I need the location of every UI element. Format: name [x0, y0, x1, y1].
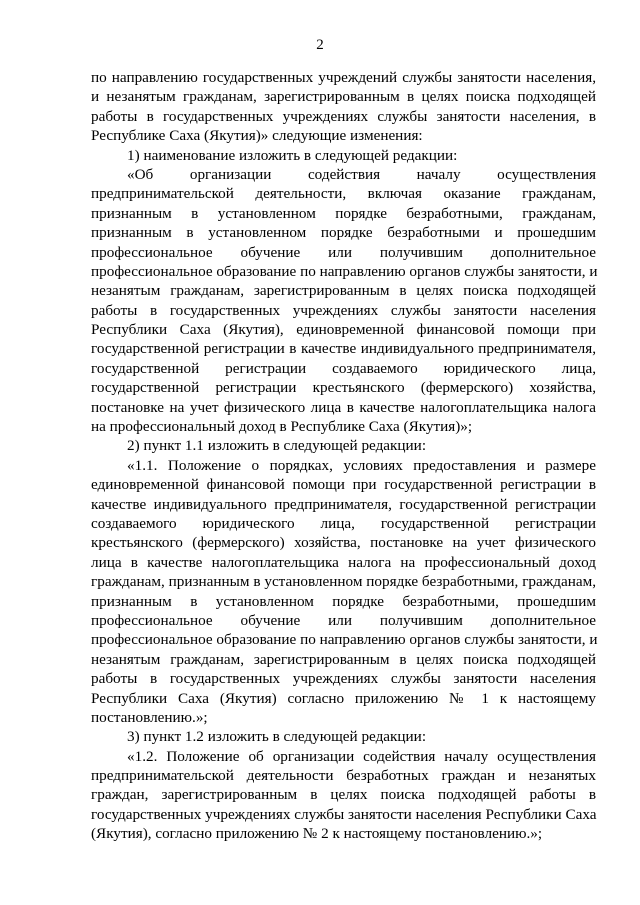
text-line: работы в государственных учреждениях службы занятости населения	[91, 670, 596, 688]
text-line: признанным в установленном порядке безработными и прошедшим	[91, 224, 596, 242]
text-line: 3) пункт 1.2 изложить в следующей редакции:	[127, 728, 427, 746]
text-line: лица в качестве налогоплательщика налога на профессиональный доход	[91, 553, 596, 571]
text-line: государственных учреждениях службы занятости населения Республики Саха	[91, 805, 597, 823]
text-line: и незанятым гражданам, зарегистрированным в целях поиска подходящей	[91, 88, 596, 106]
text-line: предпринимательской деятельности, включая оказание гражданам,	[91, 185, 596, 203]
text-line: по направлению государственных учреждений службы занятости населения,	[91, 69, 596, 86]
text-line: профессиональное обучение или получившим дополнительное	[91, 611, 596, 629]
text-line: признанным в установленном порядке безработными, гражданам,	[91, 204, 596, 222]
page-number: 2	[316, 37, 324, 53]
text-line: Республики Саха (Якутия), единовременной финансовой помощи при	[91, 321, 596, 339]
text-line: незанятым гражданам, зарегистрированным в целях поиска подходящей	[91, 282, 596, 300]
text-line: незанятым гражданам, зарегистрированным в целях поиска подходящей	[91, 650, 596, 668]
text-line: профессиональное образование по направлению органов службы занятости, и	[91, 631, 598, 649]
text-line: государственной регистрации создаваемого юридического лица,	[91, 359, 596, 377]
text-line: государственной регистрации в качестве индивидуального предпринимателя,	[91, 340, 596, 358]
text-line: государственной регистрации крестьянского (фермерского) хозяйства,	[91, 379, 596, 397]
text-line: Республики Саха (Якутия) согласно приложению № 1 к настоящему	[91, 689, 596, 707]
text-line: работы в государственных учреждениях службы занятости населения, в	[91, 107, 596, 125]
text-line: работы в государственных учреждениях службы занятости населения	[91, 301, 596, 319]
text-line: профессиональное образование по направлению органов службы занятости, и	[91, 262, 598, 280]
text-line: граждан, зарегистрированным в целях поиска подходящей работы в	[91, 786, 596, 804]
text-line: «1.1. Положение о порядках, условиях предоставления и размере	[127, 456, 596, 474]
text-line: единовременной финансовой помощи при государственной регистрации в	[91, 476, 596, 494]
document-body	[91, 68, 596, 844]
text-line: 2) пункт 1.1 изложить в следующей редакции:	[127, 437, 427, 455]
text-line: создаваемого юридического лица, государственной регистрации	[91, 514, 596, 532]
text-line: «1.2. Положение об организации содействия началу осуществления	[127, 747, 596, 765]
text-line: «Об организации содействия началу осуществления	[127, 165, 596, 183]
text-line: постановке на учет физического лица в качестве налогоплательщика налога	[91, 398, 596, 416]
text-line: крестьянского (фермерского) хозяйства, постановке на учет физического	[91, 534, 596, 552]
text-line: (Якутия), согласно приложению № 2 к настоящему постановлению.»;	[91, 825, 543, 843]
text-line: качестве индивидуального предпринимателя, государственной регистрации	[91, 495, 596, 513]
text-line: гражданам, признанным в установленном порядке безработными, гражданам,	[91, 573, 596, 591]
text-line: признанным в установленном порядке безработными, прошедшим	[91, 592, 596, 610]
text-line: Республике Саха (Якутия)» следующие изменения:	[91, 127, 423, 145]
text-line: предпринимательской деятельности безработных граждан и незанятых	[91, 767, 596, 785]
text-line: на профессиональный доход в Республике Саха (Якутия)»;	[91, 418, 473, 436]
text-line: 1) наименование изложить в следующей редакции:	[127, 146, 458, 164]
text-line: профессиональное обучение или получившим дополнительное	[91, 243, 596, 261]
text-line: постановлению.»;	[91, 708, 208, 726]
